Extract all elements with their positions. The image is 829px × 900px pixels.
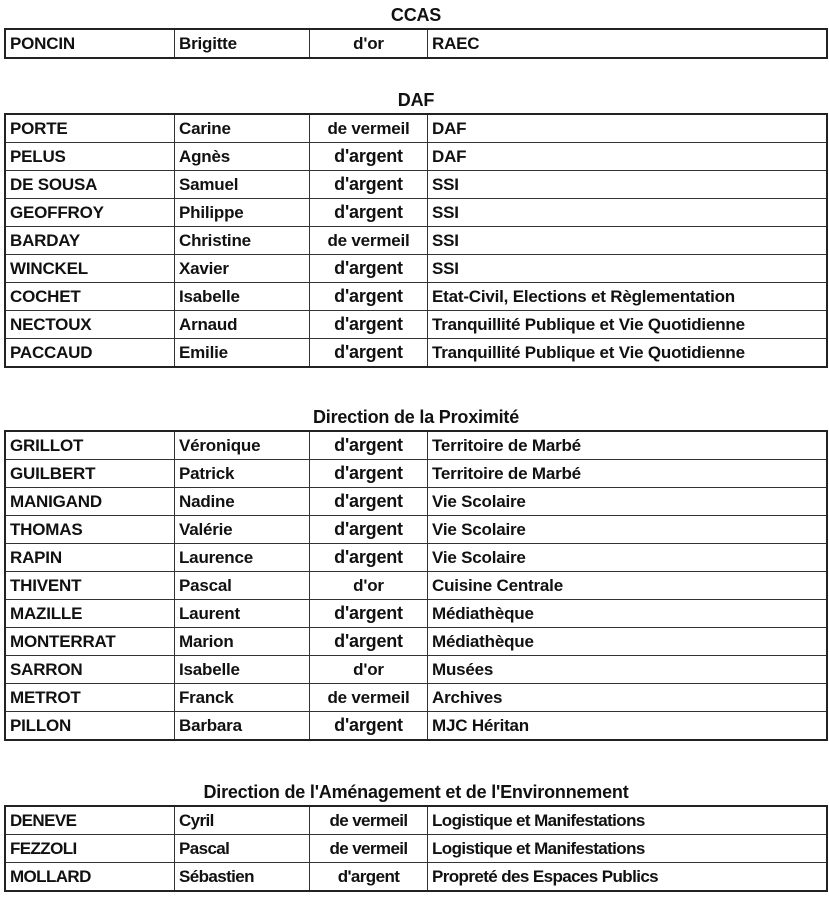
medal-cell: de vermeil bbox=[310, 835, 428, 863]
first-name-cell: Patrick bbox=[175, 460, 310, 488]
first-name-cell: Carine bbox=[175, 114, 310, 143]
first-name-cell: Nadine bbox=[175, 488, 310, 516]
last-name-cell: MANIGAND bbox=[5, 488, 175, 516]
table-row bbox=[5, 143, 827, 171]
first-name-cell: Agnès bbox=[175, 143, 310, 171]
last-name-cell: PILLON bbox=[5, 712, 175, 741]
section-daf bbox=[4, 87, 828, 368]
section-direction-amenagement bbox=[4, 779, 828, 892]
table-row bbox=[5, 684, 827, 712]
table-row bbox=[5, 544, 827, 572]
medal-cell: d'argent bbox=[310, 712, 428, 741]
last-name-cell: WINCKEL bbox=[5, 255, 175, 283]
table-row bbox=[5, 806, 827, 835]
first-name-cell: Marion bbox=[175, 628, 310, 656]
last-name-cell: THOMAS bbox=[5, 516, 175, 544]
service-cell: RAEC bbox=[428, 29, 828, 58]
section-title: Direction de la Proximité bbox=[312, 407, 520, 427]
first-name-cell: Franck bbox=[175, 684, 310, 712]
table-row bbox=[5, 29, 827, 58]
service-cell: Médiathèque bbox=[428, 628, 828, 656]
service-cell: Tranquillité Publique et Vie Quotidienne bbox=[428, 339, 828, 368]
first-name-cell: Sébastien bbox=[175, 863, 310, 892]
table-row bbox=[5, 311, 827, 339]
last-name-cell: FEZZOLI bbox=[5, 835, 175, 863]
service-cell: Territoire de Marbé bbox=[428, 460, 828, 488]
section-title: DAF bbox=[397, 90, 435, 110]
table-row bbox=[5, 712, 827, 741]
service-cell: Logistique et Manifestations bbox=[428, 806, 828, 835]
last-name-cell: PELUS bbox=[5, 143, 175, 171]
table-row bbox=[5, 171, 827, 199]
medal-cell: d'argent bbox=[310, 431, 428, 460]
first-name-cell: Samuel bbox=[175, 171, 310, 199]
medal-table bbox=[4, 113, 828, 368]
medal-cell: d'argent bbox=[310, 460, 428, 488]
service-cell: Vie Scolaire bbox=[428, 488, 828, 516]
table-row bbox=[5, 516, 827, 544]
service-cell: Médiathèque bbox=[428, 600, 828, 628]
last-name-cell: PACCAUD bbox=[5, 339, 175, 368]
medal-cell: d'argent bbox=[310, 255, 428, 283]
last-name-cell: THIVENT bbox=[5, 572, 175, 600]
table-row bbox=[5, 227, 827, 255]
last-name-cell: BARDAY bbox=[5, 227, 175, 255]
medal-cell: d'argent bbox=[310, 199, 428, 227]
first-name-cell: Isabelle bbox=[175, 283, 310, 311]
medal-cell: de vermeil bbox=[310, 684, 428, 712]
medal-cell: d'or bbox=[310, 656, 428, 684]
first-name-cell: Pascal bbox=[175, 572, 310, 600]
last-name-cell: RAPIN bbox=[5, 544, 175, 572]
last-name-cell: COCHET bbox=[5, 283, 175, 311]
service-cell: Cuisine Centrale bbox=[428, 572, 828, 600]
section-ccas bbox=[4, 2, 828, 59]
first-name-cell: Véronique bbox=[175, 431, 310, 460]
table-row bbox=[5, 656, 827, 684]
last-name-cell: SARRON bbox=[5, 656, 175, 684]
last-name-cell: METROT bbox=[5, 684, 175, 712]
service-cell: DAF bbox=[428, 143, 828, 171]
service-cell: Tranquillité Publique et Vie Quotidienne bbox=[428, 311, 828, 339]
table-row bbox=[5, 431, 827, 460]
last-name-cell: NECTOUX bbox=[5, 311, 175, 339]
service-cell: Territoire de Marbé bbox=[428, 431, 828, 460]
medal-table bbox=[4, 805, 828, 892]
medal-table bbox=[4, 28, 828, 59]
service-cell: SSI bbox=[428, 199, 828, 227]
last-name-cell: MAZILLE bbox=[5, 600, 175, 628]
last-name-cell: DENEVE bbox=[5, 806, 175, 835]
table-row bbox=[5, 600, 827, 628]
service-cell: Logistique et Manifestations bbox=[428, 835, 828, 863]
medal-cell: d'argent bbox=[310, 143, 428, 171]
table-row bbox=[5, 114, 827, 143]
last-name-cell: MONTERRAT bbox=[5, 628, 175, 656]
table-row bbox=[5, 628, 827, 656]
medal-cell: d'argent bbox=[310, 339, 428, 368]
section-title: CCAS bbox=[390, 5, 442, 25]
section-direction-proximite bbox=[4, 404, 828, 741]
table-row bbox=[5, 199, 827, 227]
last-name-cell: GEOFFROY bbox=[5, 199, 175, 227]
first-name-cell: Emilie bbox=[175, 339, 310, 368]
medal-cell: d'argent bbox=[310, 488, 428, 516]
first-name-cell: Arnaud bbox=[175, 311, 310, 339]
medal-cell: de vermeil bbox=[310, 114, 428, 143]
first-name-cell: Xavier bbox=[175, 255, 310, 283]
last-name-cell: PONCIN bbox=[5, 29, 175, 58]
first-name-cell: Pascal bbox=[175, 835, 310, 863]
service-cell: SSI bbox=[428, 171, 828, 199]
table-row bbox=[5, 488, 827, 516]
service-cell: MJC Héritan bbox=[428, 712, 828, 741]
first-name-cell: Laurence bbox=[175, 544, 310, 572]
last-name-cell: PORTE bbox=[5, 114, 175, 143]
table-row bbox=[5, 255, 827, 283]
service-cell: SSI bbox=[428, 227, 828, 255]
service-cell: Archives bbox=[428, 684, 828, 712]
medal-cell: de vermeil bbox=[310, 227, 428, 255]
service-cell: DAF bbox=[428, 114, 828, 143]
medal-table bbox=[4, 430, 828, 741]
table-row bbox=[5, 283, 827, 311]
service-cell: SSI bbox=[428, 255, 828, 283]
medal-cell: d'or bbox=[310, 29, 428, 58]
first-name-cell: Barbara bbox=[175, 712, 310, 741]
first-name-cell: Cyril bbox=[175, 806, 310, 835]
service-cell: Vie Scolaire bbox=[428, 544, 828, 572]
first-name-cell: Brigitte bbox=[175, 29, 310, 58]
first-name-cell: Isabelle bbox=[175, 656, 310, 684]
table-row bbox=[5, 460, 827, 488]
first-name-cell: Valérie bbox=[175, 516, 310, 544]
service-cell: Vie Scolaire bbox=[428, 516, 828, 544]
medal-cell: de vermeil bbox=[310, 806, 428, 835]
first-name-cell: Christine bbox=[175, 227, 310, 255]
medal-cell: d'argent bbox=[310, 628, 428, 656]
medal-cell: d'argent bbox=[310, 311, 428, 339]
last-name-cell: GUILBERT bbox=[5, 460, 175, 488]
first-name-cell: Philippe bbox=[175, 199, 310, 227]
last-name-cell: DE SOUSA bbox=[5, 171, 175, 199]
medal-cell: d'argent bbox=[310, 544, 428, 572]
medal-cell: d'argent bbox=[310, 283, 428, 311]
medal-cell: d'argent bbox=[310, 600, 428, 628]
service-cell: Etat-Civil, Elections et Règlementation bbox=[428, 283, 828, 311]
table-row bbox=[5, 863, 827, 892]
last-name-cell: GRILLOT bbox=[5, 431, 175, 460]
medal-cell: d'argent bbox=[310, 516, 428, 544]
first-name-cell: Laurent bbox=[175, 600, 310, 628]
service-cell: Propreté des Espaces Publics bbox=[428, 863, 828, 892]
table-row bbox=[5, 835, 827, 863]
medal-cell: d'argent bbox=[310, 171, 428, 199]
last-name-cell: MOLLARD bbox=[5, 863, 175, 892]
section-title: Direction de l'Aménagement et de l'Environnement bbox=[203, 782, 629, 802]
table-row bbox=[5, 572, 827, 600]
service-cell: Musées bbox=[428, 656, 828, 684]
medal-cell: d'argent bbox=[310, 863, 428, 892]
medal-cell: d'or bbox=[310, 572, 428, 600]
table-row bbox=[5, 339, 827, 368]
